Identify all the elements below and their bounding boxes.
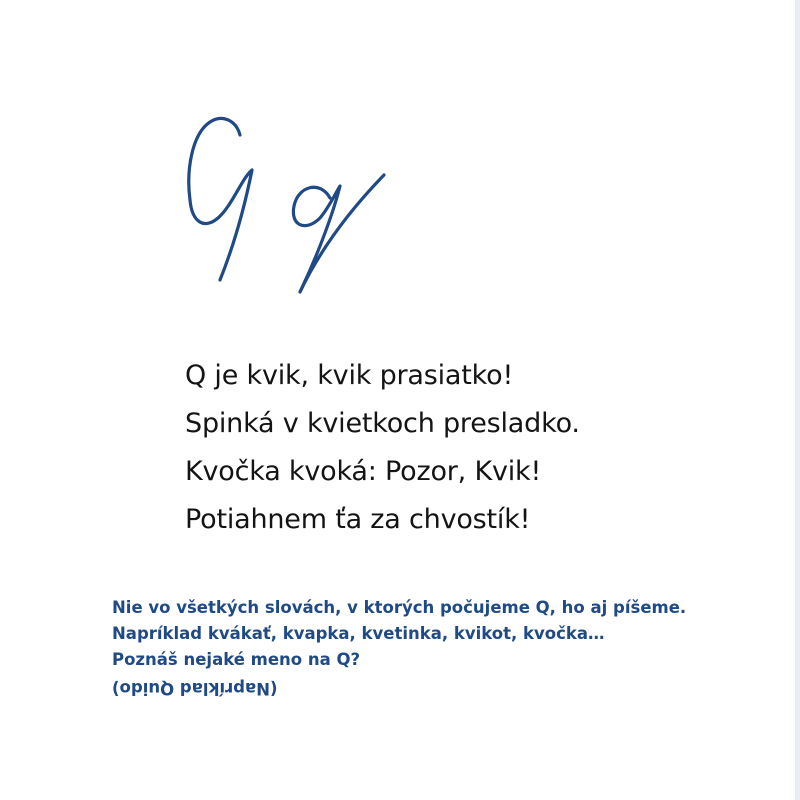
cursive-lowercase-q — [293, 175, 384, 292]
note-line: Napríklad kvákať, kvapka, kvetinka, kvikot, kvočka… — [112, 624, 605, 643]
cursive-q-svg — [170, 100, 410, 300]
note-question: Poznáš nejaké meno na Q? — [112, 650, 361, 669]
cursive-uppercase-q — [189, 118, 252, 280]
poem-line: Q je kvik, kvik prasiatko! — [185, 360, 514, 391]
poem-line: Kvočka kvoká: Pozor, Kvik! — [185, 456, 542, 487]
note — [112, 595, 772, 701]
page-edge — [795, 0, 800, 800]
poem — [185, 352, 580, 544]
poem-line: Potiahnem ťa za chvostík! — [185, 504, 531, 535]
note-line: Nie vo všetkých slovách, v ktorých počujeme Q, ho aj píšeme. — [112, 598, 687, 617]
note-answer-upside-down: (Napríklad Quido) — [112, 679, 278, 698]
poem-line: Spinká v kvietkoch presladko. — [185, 408, 580, 439]
cursive-letter-q-illustration — [170, 100, 410, 300]
